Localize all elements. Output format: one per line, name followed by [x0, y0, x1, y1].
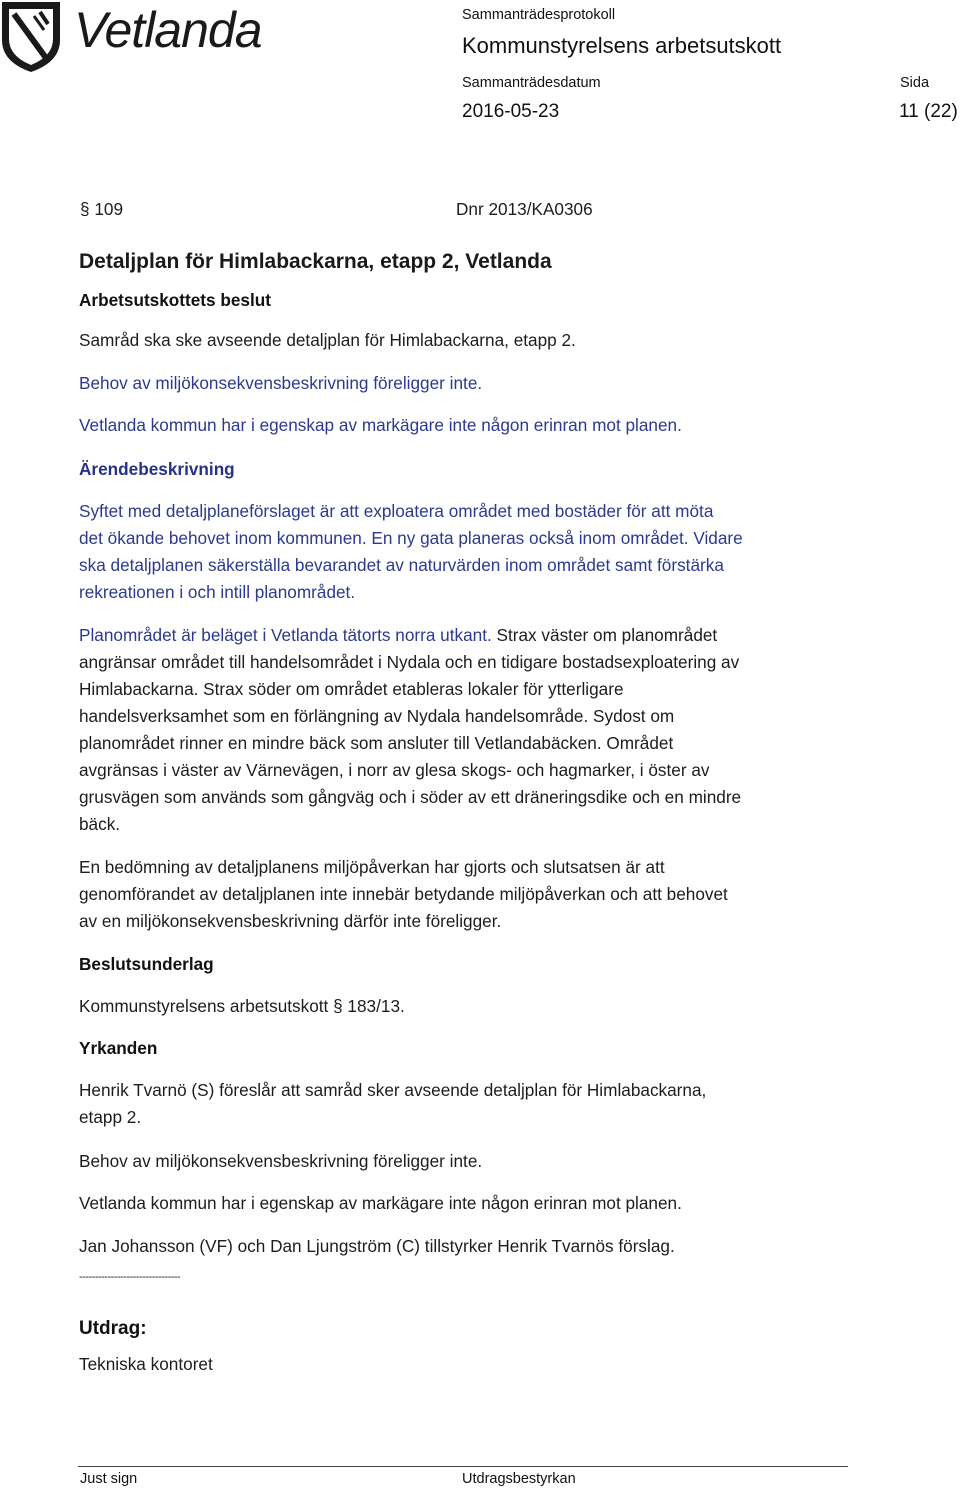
protocol-label: Sammanträdesprotokoll: [462, 7, 616, 23]
extract-heading: Utdrag:: [79, 1318, 147, 1339]
logo-wordmark: Vetlanda: [74, 2, 262, 58]
coat-of-arms-icon: [2, 2, 60, 72]
text-span: Planområdet är beläget i Vetlanda tätorts norra utkant.: [79, 625, 492, 645]
text-span: Strax väster om planområdet: [491, 625, 718, 645]
description-paragraph-1: [79, 498, 839, 606]
text-line: planområdet rinner en mindre bäck som ansluter till Vetlandabäcken. Området: [79, 733, 674, 753]
basis-text: Kommunstyrelsens arbetsutskott § 183/13.: [79, 996, 405, 1016]
text-line: En bedömning av detaljplanens miljöpåverkan har gjorts och slutsatsen är att: [79, 857, 665, 877]
paragraph-number: § 109: [80, 199, 124, 219]
description-paragraph-3: [79, 854, 839, 935]
decision-line-1: Samråd ska ske avseende detaljplan för Himlabackarna, etapp 2.: [79, 330, 576, 350]
motion-3: Vetlanda kommun har i egenskap av markägare inte någon erinran mot planen.: [79, 1193, 682, 1213]
description-paragraph-2: [79, 622, 839, 838]
dnr-number: Dnr 2013/KA0306: [456, 199, 593, 219]
text-line: Himlabackarna. Strax söder om området etableras lokaler för ytterligare: [79, 679, 624, 699]
text-line: angränsar området till handelsområdet i Nydala och en tidigare bostadsexploatering av: [79, 652, 740, 672]
motion-4: Jan Johansson (VF) och Dan Ljungström (C) tillstyrker Henrik Tvarnös förslag.: [79, 1236, 675, 1256]
text-line: Henrik Tvarnö (S) föreslår att samråd sker avseende detaljplan för Himlabackarna,: [79, 1080, 707, 1100]
date-label: Sammanträdesdatum: [462, 75, 601, 91]
page-label: Sida: [900, 75, 930, 91]
decision-heading: Arbetsutskottets beslut: [79, 290, 271, 310]
text-line: avgränsas i väster av Värnevägen, i norr av glesa skogs- och hagmarker, i öster av: [79, 760, 710, 780]
motions-heading: Yrkanden: [79, 1038, 158, 1058]
text-line: ska detaljplanen säkerställa bevarandet av naturvärden inom området samt förstärka: [79, 555, 724, 575]
meeting-date: 2016-05-23: [462, 101, 560, 122]
text-line: [79, 622, 839, 649]
text-line: Syftet med detaljplaneförslaget är att exploatera området med bostäder för att möta: [79, 501, 714, 521]
footer-divider: [78, 1466, 848, 1467]
decision-line-2: Behov av miljökonsekvensbeskrivning föreligger inte.: [79, 373, 483, 393]
text-line: genomförandet av detaljplanen inte innebär betydande miljöpåverkan och att behovet: [79, 884, 728, 904]
basis-heading: Beslutsunderlag: [79, 954, 214, 974]
footer-sign-label: Just sign: [80, 1471, 138, 1487]
case-title: Detaljplan för Himlabackarna, etapp 2, Vetlanda: [79, 250, 552, 273]
text-line: det ökande behovet inom kommunen. En ny gata planeras också inom området. Vidare: [79, 528, 743, 548]
committee-name: Kommunstyrelsens arbetsutskott: [462, 33, 782, 58]
decision-line-3: Vetlanda kommun har i egenskap av markägare inte någon erinran mot planen.: [79, 415, 682, 435]
text-line: grusvägen som används som gångväg och i söder av ett dräneringsdike och en mindre: [79, 787, 742, 807]
text-line: bäck.: [79, 814, 121, 834]
motion-2: Behov av miljökonsekvensbeskrivning föreligger inte.: [79, 1151, 483, 1171]
text-line: rekreationen i och intill planområdet.: [79, 582, 356, 602]
description-heading: Ärendebeskrivning: [79, 459, 235, 479]
text-line: handelsverksamhet som en förlängning av Nydala handelsområde. Sydost om: [79, 706, 675, 726]
text-line: av en miljökonsekvensbeskrivning därför inte föreligger.: [79, 911, 502, 931]
extract-recipient: Tekniska kontoret: [79, 1354, 213, 1374]
motion-1: [79, 1077, 839, 1131]
text-line: etapp 2.: [79, 1107, 142, 1127]
separator-line: --------------------------------: [79, 1271, 181, 1283]
page-number: 11 (22): [899, 101, 958, 122]
footer-extract-label: Utdragsbestyrkan: [462, 1471, 576, 1487]
